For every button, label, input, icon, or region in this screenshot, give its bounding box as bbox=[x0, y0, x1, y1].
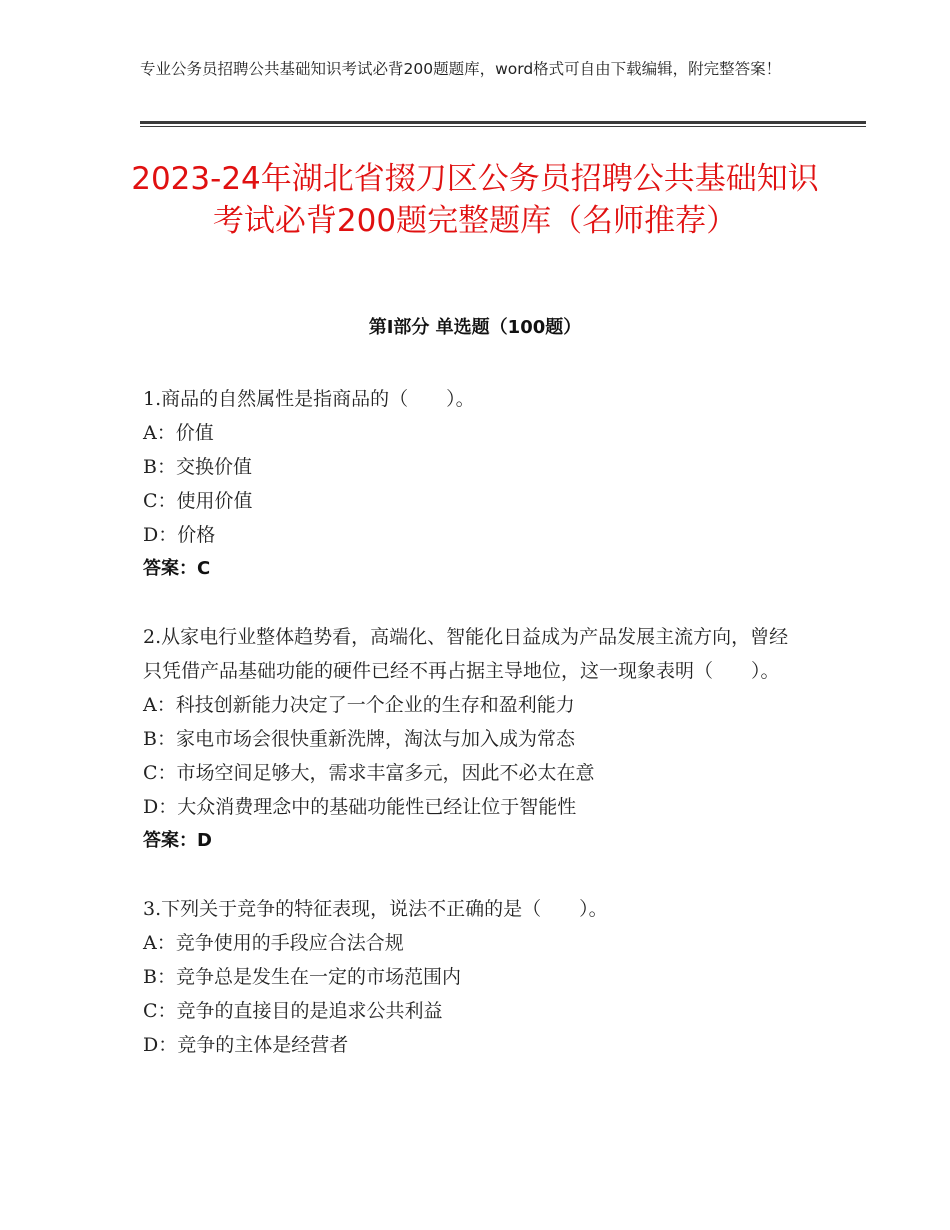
option-d: D：价格 bbox=[143, 524, 216, 546]
document-title: 2023-24年湖北省掇刀区公务员招聘公共基础知识考试必背200题完整题库（名师推荐） bbox=[131, 161, 819, 239]
option-a: A：竞争使用的手段应合法合规 bbox=[143, 932, 404, 954]
answer: 答案：D bbox=[143, 830, 212, 851]
header-divider-thin bbox=[140, 126, 866, 127]
header-divider-thick bbox=[140, 121, 866, 124]
option-c: C：使用价值 bbox=[143, 490, 253, 512]
option-c: C：竞争的直接目的是追求公共利益 bbox=[143, 1000, 443, 1022]
option-b: B：竞争总是发生在一定的市场范围内 bbox=[143, 966, 461, 988]
option-b: B：家电市场会很快重新洗牌，淘汰与加入成为常态 bbox=[143, 728, 575, 750]
option-d: D：竞争的主体是经营者 bbox=[143, 1034, 349, 1056]
question-3 bbox=[143, 892, 803, 1062]
answer: 答案：C bbox=[143, 558, 211, 579]
option-b: B：交换价值 bbox=[143, 456, 252, 478]
option-c: C：市场空间足够大，需求丰富多元，因此不必太在意 bbox=[143, 762, 595, 784]
question-stem: 2.从家电行业整体趋势看，高端化、智能化日益成为产品发展主流方向，曾经只凭借产品基础功能的硬件已经不再占据主导地位，这一现象表明（ ）。 bbox=[143, 626, 789, 682]
question-stem: 1.商品的自然属性是指商品的（ ）。 bbox=[143, 388, 475, 410]
question-stem: 3.下列关于竞争的特征表现，说法不正确的是（ ）。 bbox=[143, 898, 608, 920]
question-1 bbox=[143, 382, 803, 586]
header-note: 专业公务员招聘公共基础知识考试必背200题题库，word格式可自由下载编辑，附完整答案！ bbox=[140, 60, 782, 78]
section-heading: 第Ⅰ部分 单选题（100题） bbox=[368, 317, 582, 338]
option-a: A：价值 bbox=[143, 422, 214, 444]
option-a: A：科技创新能力决定了一个企业的生存和盈利能力 bbox=[143, 694, 575, 716]
question-list bbox=[143, 382, 803, 1096]
option-d: D：大众消费理念中的基础功能性已经让位于智能性 bbox=[143, 796, 577, 818]
question-2 bbox=[143, 620, 803, 858]
